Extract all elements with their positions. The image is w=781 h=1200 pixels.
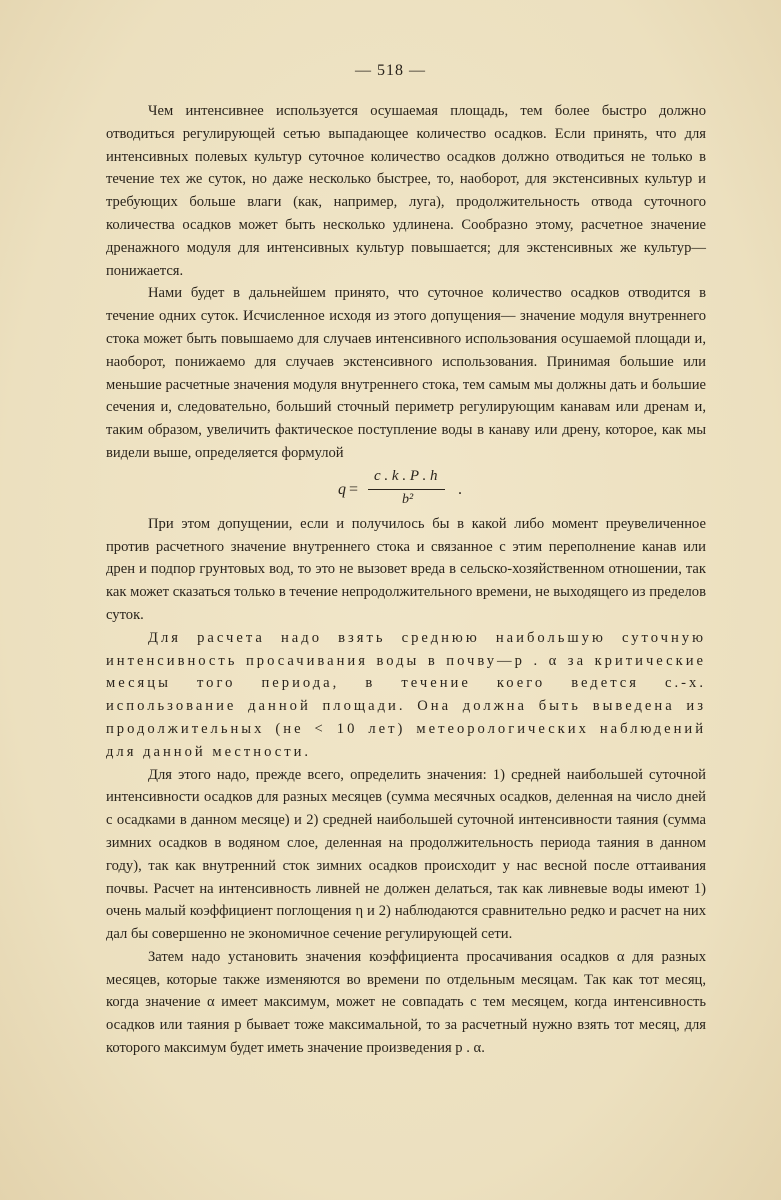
- formula-equals: =: [349, 480, 359, 498]
- page-number: — 518 —: [355, 62, 426, 79]
- paragraph: Для этого надо, прежде всего, определить значения: 1) средней наибольшей суточной интенсивности осадков для разных месяцев (сумма месячных осадков, деленная на число дней с осадками в данном месяце) и 2) средней наибольшей суточной интенсивности таяния (сумма зимних осадков в водяном слое, деленная на продолжительность периода таяния в данном году), так как внутренний сток зимних осадков происходит у нас весной после оттаивания почвы. Расчет на интенсивность ливней не должен делаться, так как ливневые воды имеют 1) очень малый коэффициент поглощения η и 2) наблюдаются сравнительно редко и расчет на них дал бы совершенно не экономичное сечение регулирующей сети.: [106, 766, 706, 943]
- paragraph: Затем надо установить значения коэффициента просачивания осадков α для разных месяцев, которые также изменяются во времени по отдельным месяцам. Так как тот месяц, когда значение α имеет максимум, может не совпадать с тем месяцем, когда интенсивность осадков или таяния p бывает тоже максимальной, то за расчетный нужно взять тот месяц, для которого максимум будет иметь значение произведения p . α.: [106, 948, 706, 1057]
- formula: [106, 465, 706, 513]
- formula-denominator: b²: [402, 491, 414, 507]
- paragraph: Нами будет в дальнейшем принято, что суточное количество осадков отводится в течение одних суток. Исчисленное исходя из этого допущения— значение модуля внутреннего стока может быть повышаемо для случаев интенсивного использования осушаемой площади и, наоборот, понижаемо для случаев экстенсивного использования. Принимая большие или меньшие расчетные значения модуля внутреннего стока, тем самым мы должны дать и большие сечения и, следовательно, больший сточный периметр регулирующим канавам или дренам и, таким образом, увеличить фактическое поступление воды в канаву или дрену, которое, как мы видели выше, определяется формулой: [106, 285, 706, 461]
- formula-period: .: [458, 480, 462, 498]
- formula-lhs: q: [338, 480, 346, 498]
- formula-numerator: c . k . P . h: [368, 465, 445, 490]
- body-text: [106, 100, 706, 1060]
- paragraph: Чем интенсивнее используется осушаемая площадь, тем более быстро должно отводиться регулирующей сетью выпадающее количество осадков. Если принять, что для интенсивных полевых культур суточное количество осадков должно отводиться не только в течение тех же суток, но даже несколько быстрее, то, наоборот, для экстенсивных культур и требующих больше влаги (как, например, луга), продолжительность отвода суточного количества осадков может быть несколько удлинена. Сообразно этому, расчетное значение дренажного модуля для интенсивных культур повышается; для экстенсивных же культур—понижается.: [106, 103, 706, 279]
- paragraph: Для расчета надо взять среднюю наибольшую суточную интенсивность просачивания воды в почву—p . α за критические месяцы того периода, в течение коего ведется с.-х. использование данной площади. Она должна быть выведена из продолжительных (не < 10 лет) метеорологических наблюдений для данной местности.: [106, 629, 706, 760]
- paragraph: При этом допущении, если и получилось бы в какой либо момент преувеличенное против расчетного значение внутреннего стока и связанное с этим переполнение канав или дрен и подпор грунтовых вод, то это не вызовет вреда в сельско-хозяйственном отношении, так как может сказаться только в течение непродолжительного времени, не выходящего из пределов суток.: [106, 515, 706, 623]
